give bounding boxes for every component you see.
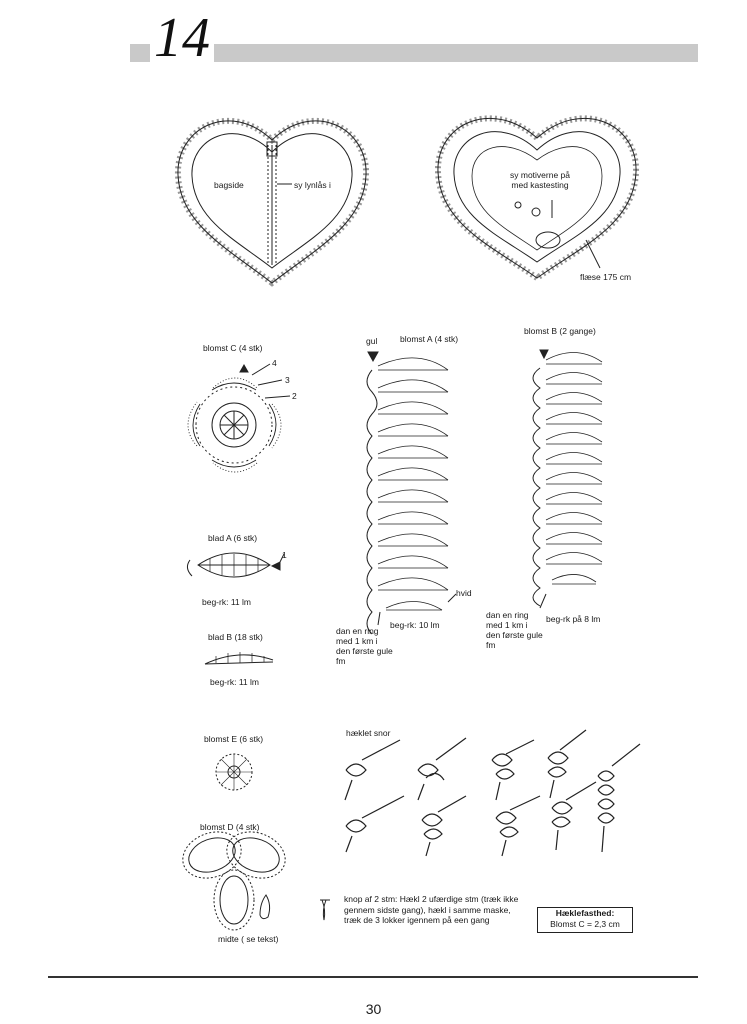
flower-c-round-4: 4 <box>272 358 277 368</box>
heart-ruffle-label: flæse 175 cm <box>580 272 632 282</box>
leaf-b-start-label: beg-rk: 11 lm <box>210 677 259 687</box>
heart-back-label: bagside <box>214 180 244 190</box>
flower-b-start-label: beg-rk på 8 lm <box>546 614 601 624</box>
gauge-box <box>537 907 633 933</box>
knot-instruction-text: knop af 2 stm: Hækl 2 ufærdige stm (træk ikke gennem sidste gang), hækl i samme maske, træk de 3 lokker igennem på een gang <box>344 894 519 925</box>
page-number: 30 <box>365 1001 382 1017</box>
leaf-b-title: blad B (18 stk) <box>208 632 263 642</box>
chapter-number: 14 <box>150 8 214 68</box>
flower-d-title: blomst D (4 stk) <box>200 822 260 832</box>
flower-c-round-3: 3 <box>285 375 290 385</box>
flower-c-diagram <box>188 364 290 472</box>
flower-b-diagram <box>533 350 602 608</box>
flower-a-title: blomst A (4 stk) <box>400 334 459 344</box>
heart-front-illustration <box>438 118 636 278</box>
flower-c-title: blomst C (4 stk) <box>203 343 263 353</box>
flower-a-start-label: beg-rk: 10 lm <box>390 620 440 630</box>
flower-b-ring-note: dan en ring med 1 km i den første gule fm <box>486 610 543 650</box>
leaf-a-round-label: 1 <box>282 550 287 560</box>
crochet-cord-title: hæklet snor <box>346 728 391 738</box>
footer-rule <box>48 976 698 978</box>
heart-zipper-label: sy lynlås i <box>294 180 331 190</box>
flower-a-white-label: hvid <box>456 588 472 598</box>
leaf-a-title: blad A (6 stk) <box>208 533 258 543</box>
flower-b-title: blomst B (2 gange) <box>524 326 596 336</box>
flower-d-center-label: midte ( se tekst) <box>218 934 279 944</box>
knot-symbol-icon <box>320 900 330 920</box>
flower-a-ring-note: dan en ring med 1 km i den første gule fm <box>336 626 393 666</box>
flower-e-diagram <box>216 754 252 790</box>
flower-c-round-2: 2 <box>292 391 297 401</box>
gauge-title: Hæklefasthed: <box>555 908 615 918</box>
flower-e-title: blomst E (6 stk) <box>204 734 264 744</box>
leaf-a-diagram <box>187 553 284 577</box>
heart-back-illustration <box>178 121 366 283</box>
crochet-cord-steps <box>345 730 640 856</box>
gauge-value: Blomst C = 2,3 cm <box>550 919 620 929</box>
leaf-b-diagram <box>205 652 273 664</box>
heart-motif-label: sy motiverne på med kastesting <box>510 170 570 190</box>
flower-a-yellow-label: gul <box>366 336 378 346</box>
flower-d-diagram <box>176 824 291 930</box>
leaf-a-start-label: beg-rk: 11 lm <box>202 597 251 607</box>
flower-a-diagram <box>367 352 456 634</box>
